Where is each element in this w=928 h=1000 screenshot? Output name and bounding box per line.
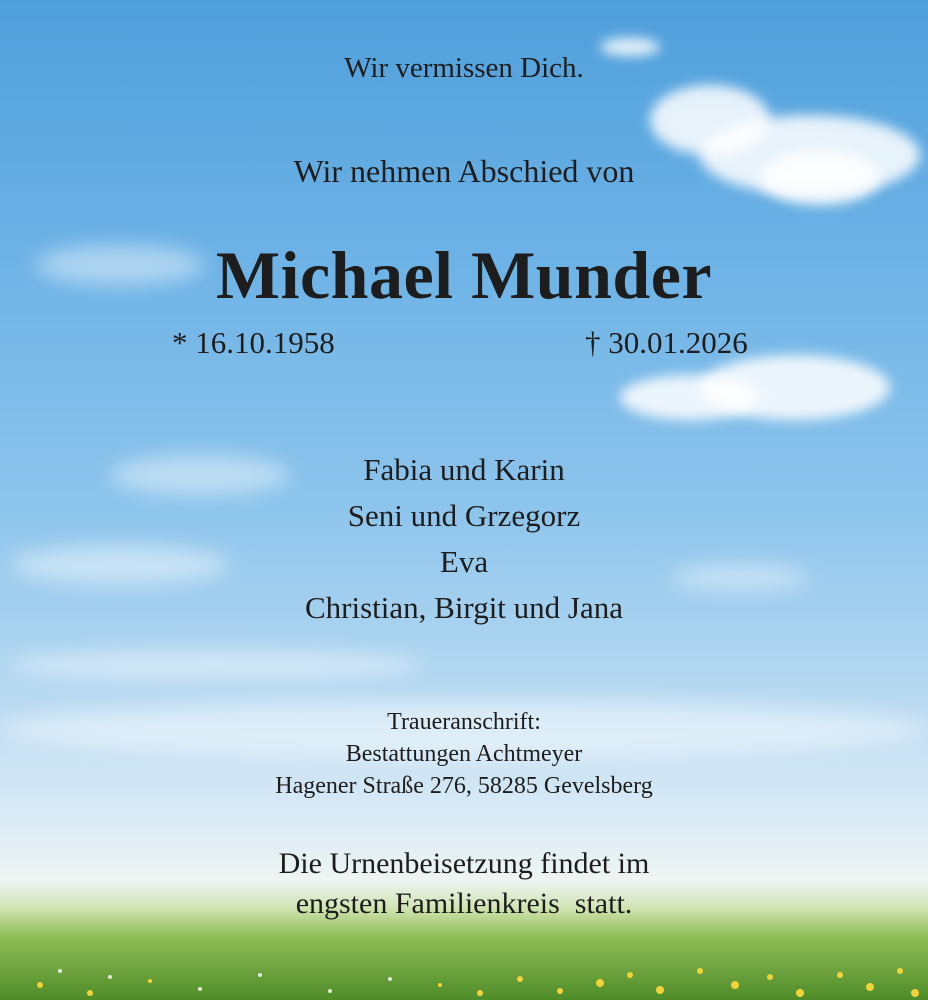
burial-note-line: engsten Familienkreis statt. bbox=[295, 887, 633, 920]
address-company: Bestattungen Achtmeyer bbox=[345, 741, 583, 767]
intro-line: Wir vermissen Dich. bbox=[344, 52, 584, 84]
burial-note bbox=[0, 844, 928, 924]
mourning-address bbox=[0, 706, 928, 802]
address-street: Hagener Straße 276, 58285 Gevelsberg bbox=[275, 773, 653, 799]
burial-note-line: Die Urnenbeisetzung findet im bbox=[278, 847, 650, 880]
family-line: Eva bbox=[439, 544, 489, 579]
family-line: Fabia und Karin bbox=[363, 452, 565, 487]
family-line: Christian, Birgit und Jana bbox=[304, 590, 624, 625]
lead-line: Wir nehmen Abschied von bbox=[293, 153, 635, 189]
birth-date: * 16.10.1958 bbox=[172, 325, 335, 360]
death-date: † 30.01.2026 bbox=[585, 325, 748, 360]
family-line: Seni und Grzegorz bbox=[347, 498, 581, 533]
address-label: Traueranschrift: bbox=[387, 709, 541, 735]
deceased-name: Michael Munder bbox=[215, 237, 713, 313]
family-names bbox=[0, 447, 928, 631]
